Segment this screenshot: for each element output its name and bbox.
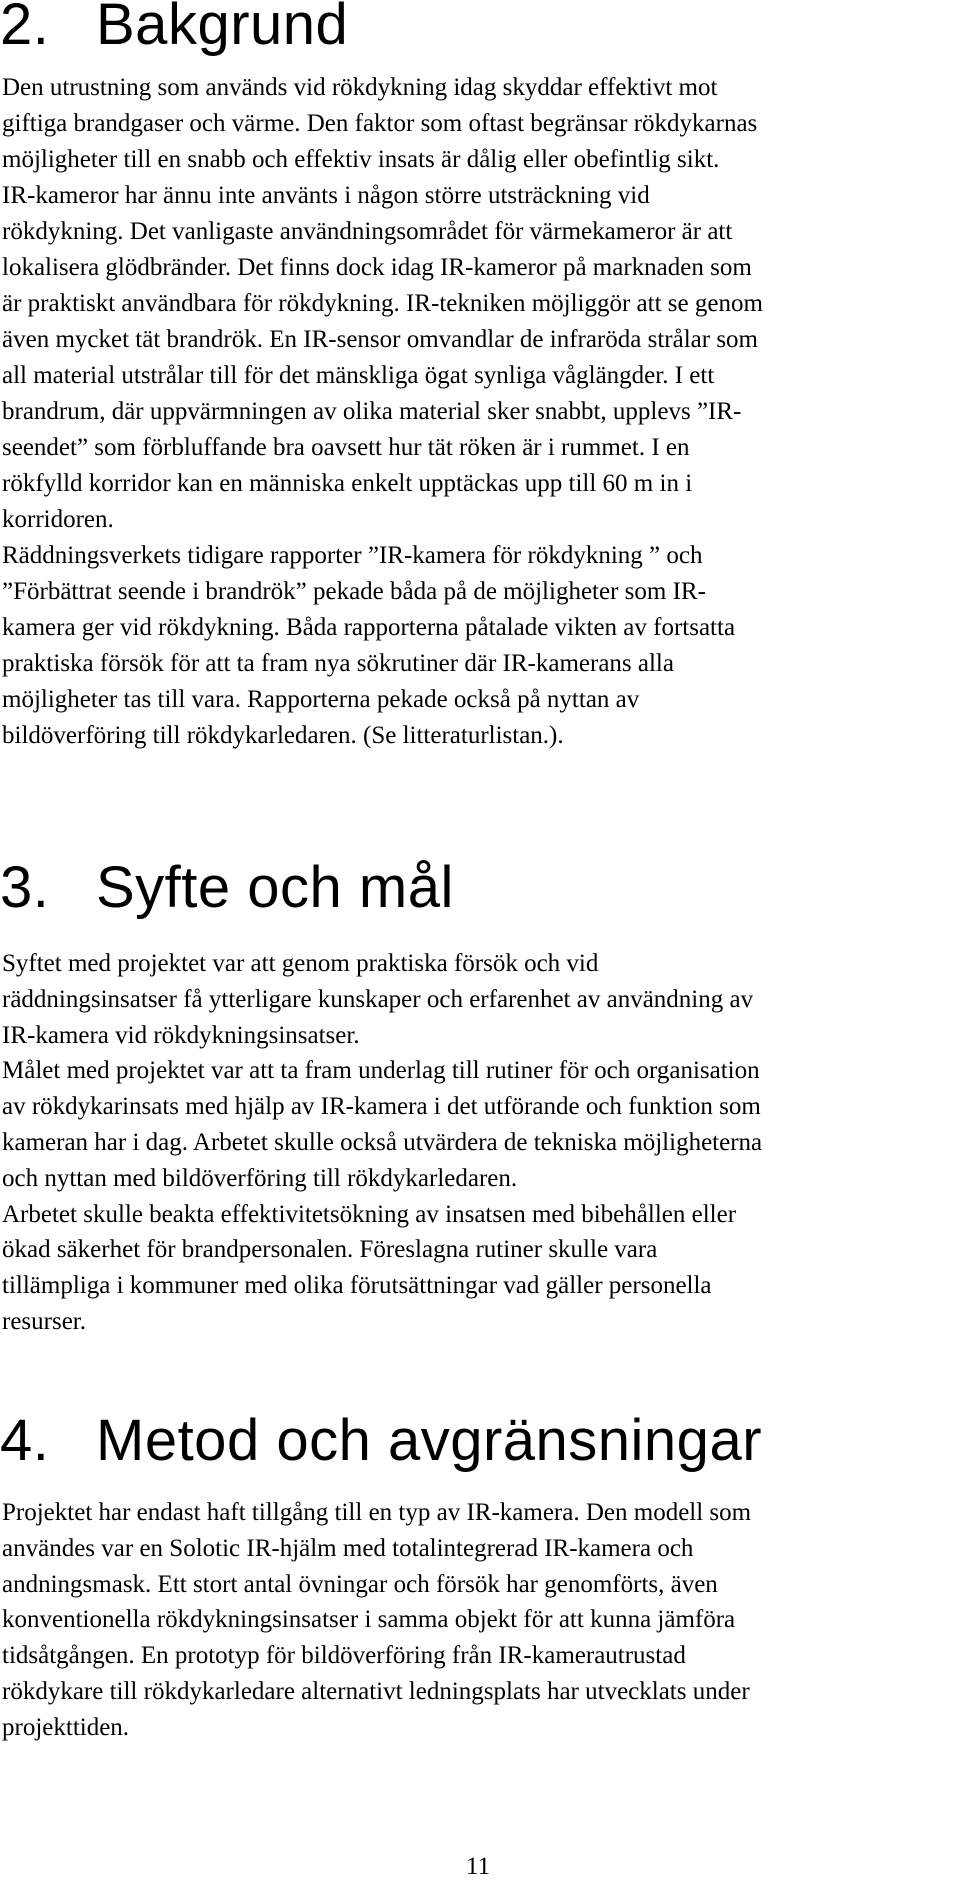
section-body-metod (2, 1495, 751, 1746)
text-line: all material utstrålar till för det mänskliga ögat synliga våglängder. I ett (2, 362, 715, 389)
section-title: Bakgrund (96, 0, 349, 57)
section-body-syfte (2, 946, 762, 1340)
text-line: rökdykare till rökdykarledare alternativt ledningsplats har utvecklats under (2, 1677, 750, 1705)
text-line: Räddningsverkets tidigare rapporter ”IR-kamera för rökdykning ” och (2, 542, 703, 569)
section-title: Syfte och mål (96, 855, 454, 920)
text-line: ökad säkerhet för brandpersonalen. Föreslagna rutiner skulle vara (2, 1236, 658, 1264)
section-heading-metod (0, 1408, 762, 1474)
text-line: lokalisera glödbränder. Det finns dock idag IR-kameror på marknaden som (2, 254, 752, 281)
text-line: giftiga brandgaser och värme. Den faktor som oftast begränsar rökdykarnas (2, 110, 758, 137)
text-line: Arbetet skulle beakta effektivitetsökning av insatsen med bibehållen eller (2, 1200, 737, 1228)
text-line: andningsmask. Ett stort antal övningar och försök har genomförts, även (2, 1570, 718, 1598)
text-line: kameran har i dag. Arbetet skulle också utvärdera de tekniska möjligheterna (2, 1128, 763, 1156)
section-title: Metod och avgränsningar (96, 1408, 763, 1473)
text-line: tidsåtgången. En prototyp för bildöverföring från IR-kamerautrustad (2, 1642, 686, 1670)
text-line: kamera ger vid rökdykning. Båda rapporterna påtalade vikten av fortsatta (2, 614, 736, 641)
text-line: resurser. (2, 1307, 86, 1335)
section-number: 3. (0, 855, 50, 920)
page-number: 11 (466, 1853, 491, 1880)
text-line: Projektet har endast haft tillgång till en typ av IR-kamera. Den modell som (2, 1499, 752, 1526)
text-line: rökdykning. Det vanligaste användningsområdet för värmekameror är att (2, 218, 733, 245)
text-line: rökfylld korridor kan en människa enkelt upptäckas upp till 60 m in i (2, 470, 693, 497)
text-line: Målet med projektet var att ta fram underlag till rutiner för och organisation (2, 1057, 760, 1085)
text-line: är praktiskt användbara för rökdykning. IR-tekniken möjliggör att se genom (2, 290, 763, 317)
text-line: konventionella rökdykningsinsatser i samma objekt för att kunna jämföra (2, 1606, 736, 1634)
section-number: 4. (0, 1408, 50, 1473)
text-line: tillämpliga i kommuner med olika förutsättningar vad gäller personella (2, 1272, 712, 1300)
text-line: även mycket tät brandrök. En IR-sensor omvandlar de infraröda strålar som (2, 326, 758, 353)
text-line: korridoren. (2, 506, 114, 533)
text-line: möjligheter tas till vara. Rapporterna pekade också på nyttan av (2, 686, 640, 713)
text-line: och nyttan med bildöverföring till rökdykarledaren. (2, 1164, 518, 1192)
text-line: bildöverföring till rökdykarledaren. (Se litteraturlistan.). (2, 722, 564, 749)
text-line: brandrum, där uppvärmningen av olika material sker snabbt, upplevs ”IR- (2, 398, 742, 425)
text-line: IR-kameror har ännu inte använts i någon större utsträckning vid (2, 182, 650, 209)
text-line: Syftet med projektet var att genom praktiska försök och vid (2, 950, 599, 977)
text-line: användes var en Solotic IR-hjälm med totalintegrerad IR-kamera och (2, 1534, 694, 1562)
text-line: räddningsinsatser få ytterligare kunskaper och erfarenhet av användning av (2, 985, 754, 1013)
text-line: möjligheter till en snabb och effektiv insats är dålig eller obefintlig sikt. (2, 146, 720, 173)
text-line: projekttiden. (2, 1713, 130, 1741)
text-line: praktiska försök för att ta fram nya sökrutiner där IR-kamerans alla (2, 650, 674, 677)
section-heading-syfte (0, 855, 454, 921)
section-number: 2. (0, 0, 50, 57)
text-line: seendet” som förbluffande bra oavsett hur tät röken är i rummet. I en (2, 434, 690, 461)
text-line: av rökdykarinsats med hjälp av IR-kamera i det utförande och funktion som (2, 1093, 761, 1121)
text-line: ”Förbättrat seende i brandrök” pekade båda på de möjligheter som IR- (2, 578, 706, 605)
text-line: Den utrustning som används vid rökdykning idag skyddar effektivt mot (2, 74, 718, 101)
section-heading-bakgrund (0, 0, 348, 58)
section-body-bakgrund (2, 70, 763, 754)
text-line: IR-kamera vid rökdykningsinsatser. (2, 1021, 360, 1049)
